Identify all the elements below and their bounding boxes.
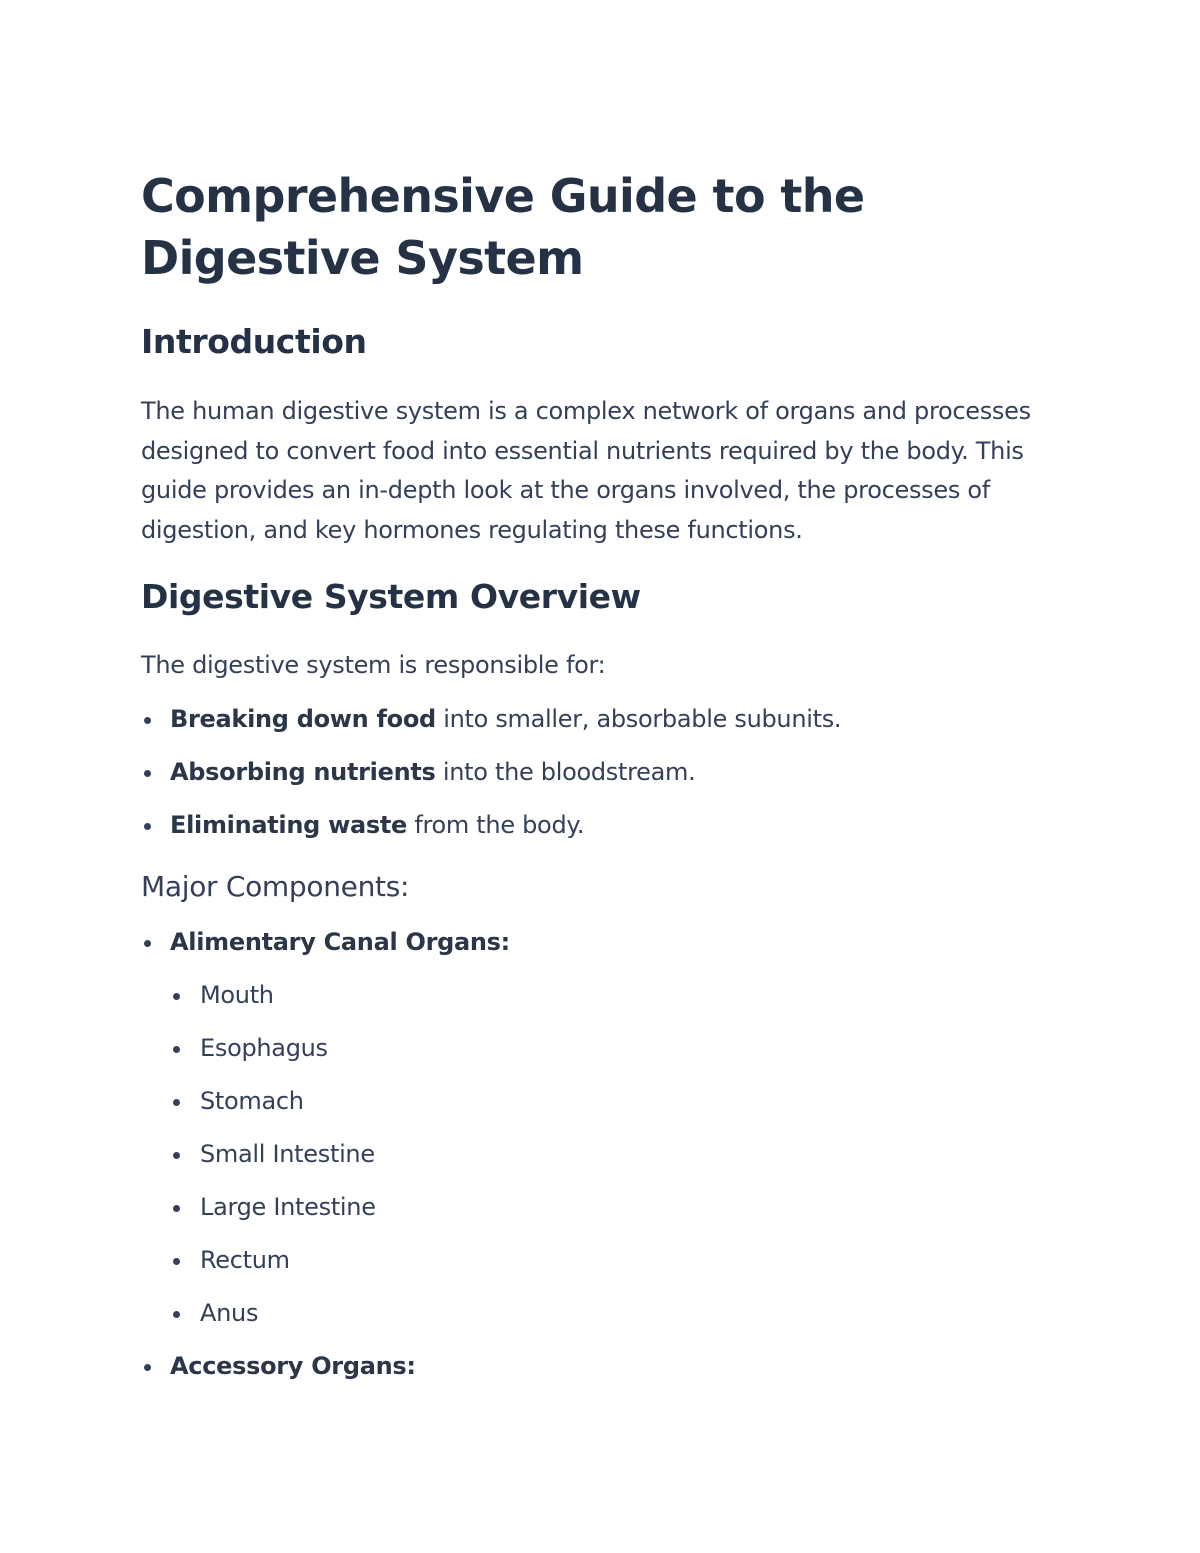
list-item: Large Intestine: [170, 1188, 1061, 1227]
list-item: Stomach: [170, 1082, 1061, 1121]
list-item: Esophagus: [170, 1029, 1061, 1068]
list-item: [141, 923, 1061, 1333]
introduction-paragraph: The human digestive system is a complex network of organs and processes designed to convert food into essential nutrients required by the body. This guide provides an in-depth look at the organs involved, the processes of digestion, and key hormones regulating these functions.: [141, 397, 1031, 544]
component-label: Accessory Organs:: [170, 1351, 416, 1380]
list-item: Mouth: [170, 976, 1061, 1015]
responsibilities-list: [141, 700, 1061, 845]
overview-lead: The digestive system is responsible for:: [141, 651, 606, 679]
list-item: [141, 753, 1061, 792]
component-label: Alimentary Canal Organs:: [170, 927, 510, 956]
responsibility-bold: Absorbing nutrients: [170, 757, 436, 786]
introduction-heading: Introduction: [141, 322, 367, 361]
responsibility-text: into the bloodstream.: [435, 757, 696, 786]
list-item: [141, 806, 1061, 845]
overview-heading: Digestive System Overview: [141, 577, 641, 616]
document-page: [141, 165, 1061, 1386]
list-item: Small Intestine: [170, 1135, 1061, 1174]
responsibility-text: into smaller, absorbable subunits.: [435, 704, 842, 733]
responsibility-bold: Eliminating waste: [170, 810, 407, 839]
components-list: [141, 923, 1061, 1386]
list-item: [141, 700, 1061, 739]
responsibility-text: from the body.: [407, 810, 585, 839]
list-item: Anus: [170, 1294, 1061, 1333]
list-item: Rectum: [170, 1241, 1061, 1280]
alimentary-organs-list: [170, 976, 1061, 1333]
document-title: Comprehensive Guide to the Digestive System: [141, 169, 865, 285]
list-item: [141, 1347, 1061, 1386]
components-heading: Major Components:: [141, 869, 410, 903]
responsibility-bold: Breaking down food: [170, 704, 436, 733]
